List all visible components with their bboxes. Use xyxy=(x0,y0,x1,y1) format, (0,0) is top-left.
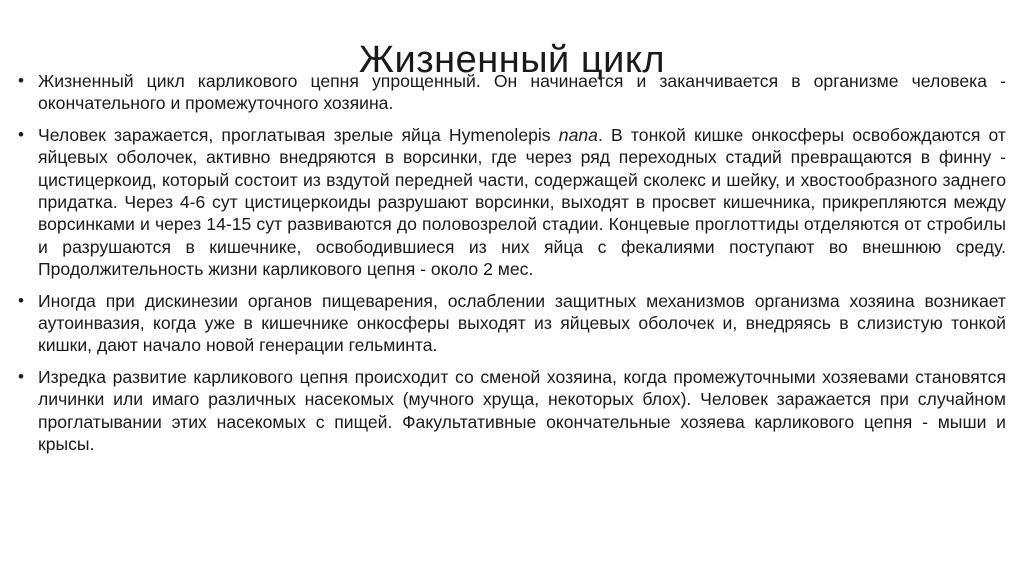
bullet-text-part-2: . В тонкой кишке онкосферы освобождаются от яйцевых оболочек, активно внедряются в ворсинки, где через ряд переходных стадий превращаются в финну - цистицеркоид, который состоит из вздутой передней части, содержащей сколекс и шейку, и хвостообразного заднего придатка. Через 4-6 сут цистицеркоиды разрушают ворсинки, выходят в просвет кишечника, прикрепляются между ворсинками и через 14-15 сут развиваются до половозрелой стадии. Концевые проглоттиды отделяются от стробилы и разрушаются в кишечнике, освободившиеся из них яйца с фекалиями поступают во внешнюю среду. Продолжительность жизни карликового цепня - около 2 мес. xyxy=(38,124,1006,280)
bullet-item-autoinvasion xyxy=(16,290,1006,357)
bullet-marker: • xyxy=(18,124,24,144)
species-name-italic: nana xyxy=(558,124,598,145)
slide-title: Жизненный цикл xyxy=(358,39,666,82)
bullet-text: Иногда при дискинезии органов пищеварения, ослаблении защитных механизмов организма хозяина возникает аутоинвазия, когда уже в кишечнике онкосферы выходят из яйцевых оболочек и, внедряясь в слизистую тонкой кишки, дают начало новой генерации гельминта. xyxy=(38,290,1006,356)
bullet-marker: • xyxy=(18,71,24,90)
bullet-item-life-cycle xyxy=(16,70,1006,115)
bullet-item-host-change xyxy=(16,366,1006,456)
bullet-marker: • xyxy=(18,290,24,310)
bullet-marker: • xyxy=(18,366,24,386)
bullet-item-infection xyxy=(16,124,1006,281)
bullet-text: Жизненный цикл карликового цепня упрощенный. Он начинается и заканчивается в организме человека - окончательного и промежуточного хозяина. xyxy=(38,71,1006,114)
bullet-text: Изредка развитие карликового цепня происходит со сменой хозяина, когда промежуточными хозяевами становятся личинки или имаго различных насекомых (мучного хруща, некоторых блох). Человек заражается при случайном проглатывании этих насекомых с пищей. Факультативные окончательные хозяева карликового цепня - мыши и крысы. xyxy=(38,366,1006,455)
bullet-text-part-1: Человек заражается, проглатывая зрелые яйца Hymenolepis xyxy=(38,124,559,145)
bullet-list xyxy=(16,70,1006,465)
